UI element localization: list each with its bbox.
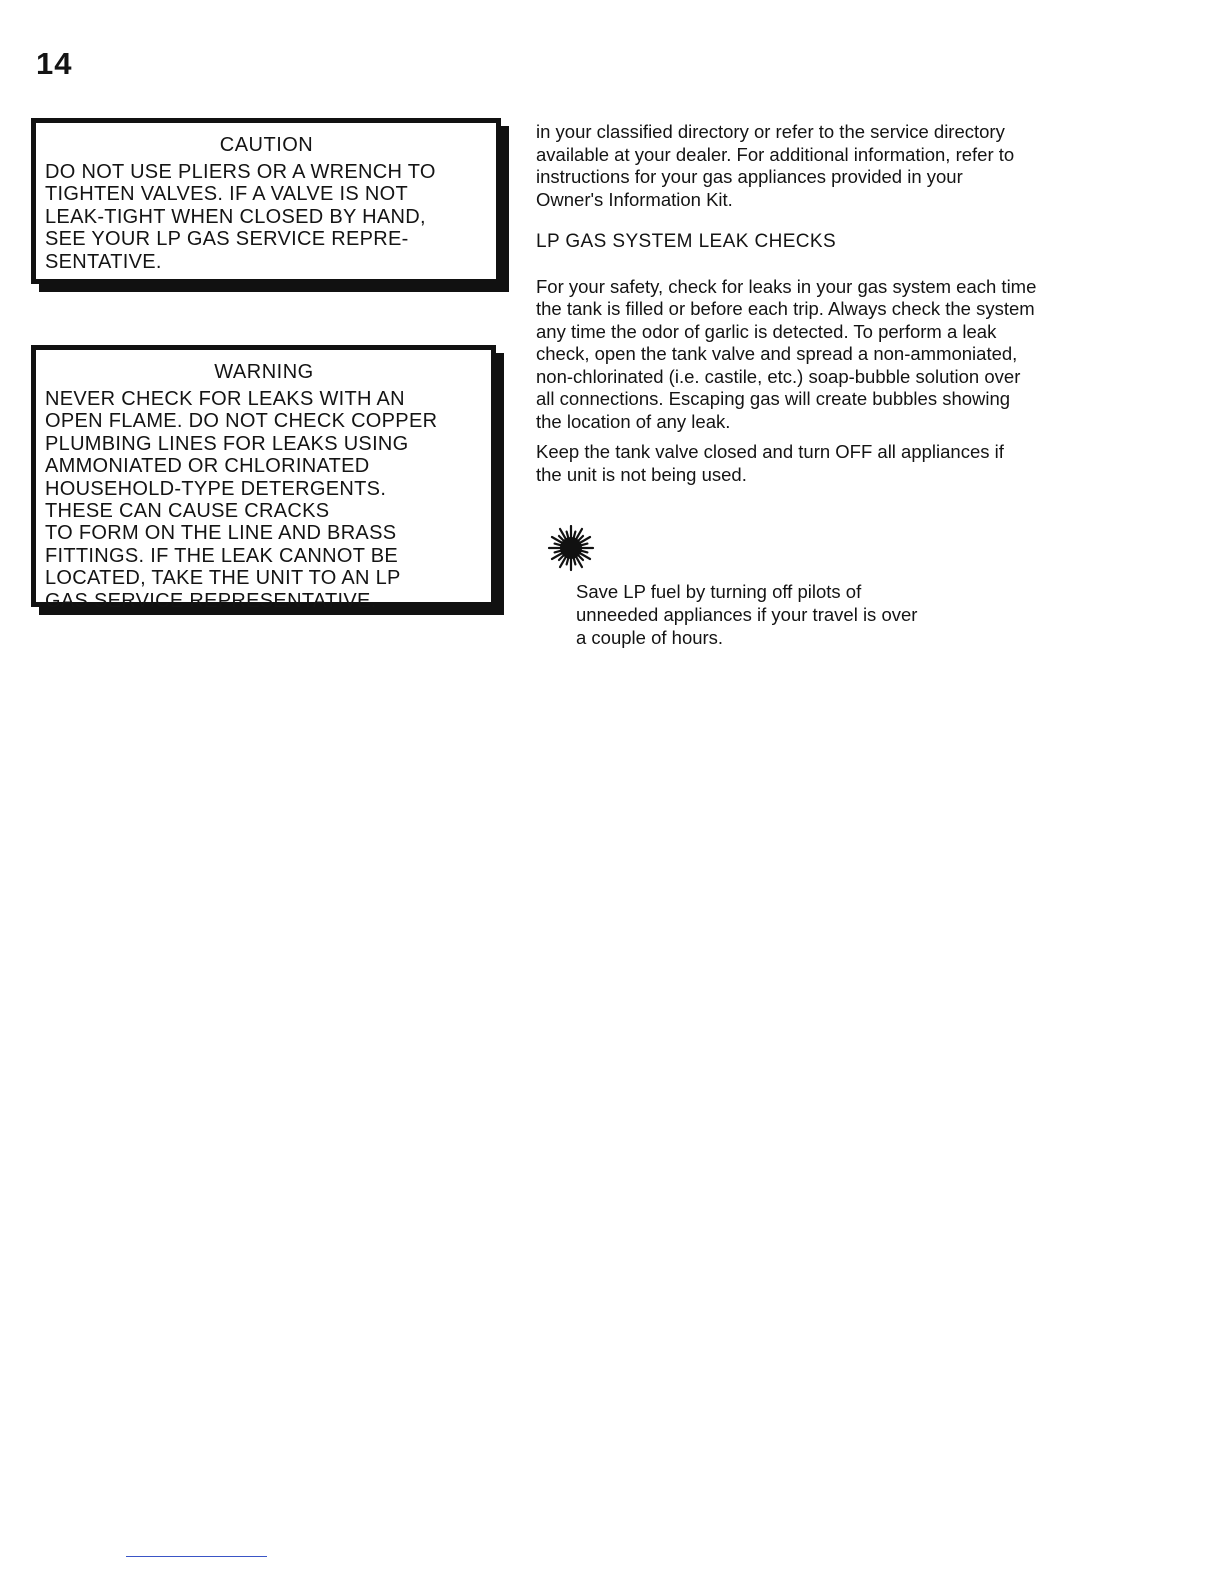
caution-line: SENTATIVE. [45, 250, 162, 273]
warning-line: NEVER CHECK FOR LEAKS WITH AN [45, 388, 405, 410]
leak-checks-paragraph [536, 276, 1156, 434]
caution-line: LEAK-TIGHT WHEN CLOSED BY HAND, [45, 205, 426, 228]
warning-line: HOUSEHOLD-TYPE DETERGENTS. [45, 477, 387, 500]
leak-checks-line: non-chlorinated (i.e. castile, etc.) soap-bubble solution over [536, 365, 1021, 387]
leak-checks-heading: LP GAS SYSTEM LEAK CHECKS [536, 231, 837, 252]
leak-checks-line: any time the odor of garlic is detected. To perform a leak [536, 320, 997, 342]
caution-heading: CAUTION [219, 134, 314, 156]
leak-checks-line: For your safety, check for leaks in your gas system each time [536, 275, 1037, 297]
intro-line: available at your dealer. For additional information, refer to [536, 143, 1015, 165]
leak-checks-line: all connections. Escaping gas will create bubbles showing [536, 388, 1011, 409]
caution-box [31, 118, 501, 284]
intro-line: instructions for your gas appliances provided in your [536, 166, 963, 187]
caution-line: SEE YOUR LP GAS SERVICE REPRE- [45, 228, 409, 251]
leak-checks-line: the tank is filled or before each trip. Always check the system [536, 298, 1035, 319]
right-column [536, 121, 1156, 486]
tank-valve-line: Keep the tank valve closed and turn OFF all appliances if [536, 441, 1004, 462]
warning-line: FITTINGS. IF THE LEAK CANNOT BE [45, 544, 399, 567]
warning-line: TO FORM ON THE LINE AND BRASS [45, 522, 397, 545]
fuel-tip-line: Save LP fuel by turning off pilots of [576, 581, 862, 602]
fuel-tip [576, 580, 1006, 649]
warning-line: OPEN FLAME. DO NOT CHECK COPPER [45, 410, 438, 433]
warning-line: LOCATED, TAKE THE UNIT TO AN LP [45, 567, 401, 590]
warning-line: GAS SERVICE REPRESENTATIVE. [45, 589, 377, 612]
page-number: 14 [36, 46, 73, 81]
footer-rule [126, 1556, 267, 1557]
fuel-tip-line: unneeded appliances if your travel is over [576, 604, 918, 625]
warning-heading: WARNING [214, 361, 314, 383]
intro-line: Owner's Information Kit. [536, 188, 733, 210]
intro-line: in your classified directory or refer to the service directory [536, 121, 1005, 142]
caution-line: DO NOT USE PLIERS OR A WRENCH TO [45, 161, 436, 183]
warning-line: PLUMBING LINES FOR LEAKS USING [45, 432, 409, 455]
tank-valve-line: the unit is not being used. [536, 463, 747, 485]
warning-line: AMMONIATED OR CHLORINATED [45, 455, 370, 478]
leak-checks-line: check, open the tank valve and spread a non-ammoniated, [536, 343, 1018, 364]
caution-line: TIGHTEN VALVES. IF A VALVE IS NOT [45, 183, 408, 206]
tank-valve-paragraph [536, 441, 1156, 486]
leak-checks-line: the location of any leak. [536, 410, 731, 432]
fuel-tip-line: a couple of hours. [576, 627, 724, 648]
warning-box [31, 345, 496, 612]
warning-line: THESE CAN CAUSE CRACKS [45, 500, 330, 523]
intro-paragraph [536, 121, 1156, 211]
